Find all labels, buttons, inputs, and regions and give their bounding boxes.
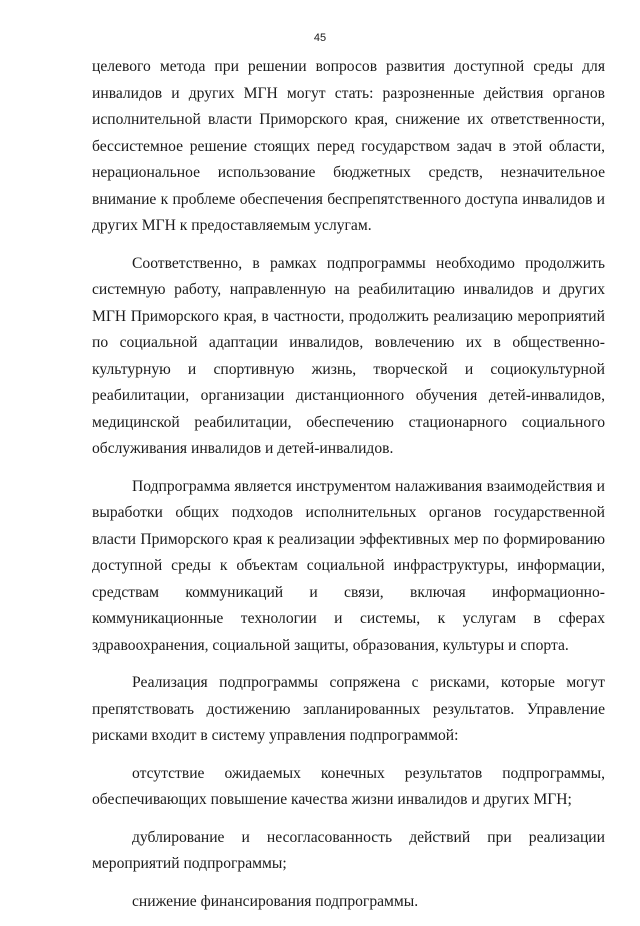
paragraph-continuation: целевого метода при решении вопросов развития доступной среды для инвалидов и других МГН могут стать: разрозненные действия органов исполнительной власти Приморского края, снижение их ответственности, бессистемное решение стоящих перед государством задач в этой области, нерациональное использование бюджетных средств, незначительное внимание к проблеме обеспечения беспрепятственного доступа инвалидов и других МГН к предоставляемым услугам. — [92, 58, 605, 234]
paragraph-instrument: Подпрограмма является инструментом налаживания взаимодействия и выработки общих подходов исполнительных органов государственной власти Приморского края к реализации эффективных мер по формированию доступной среды к объектам социальной инфраструктуры, информации, средствам коммуникаций и связи, включая информационно-коммуникационные технологии и системы, к услугам в сферах здравоохранения, социальной защиты, образования, культуры и спорта. — [92, 477, 605, 654]
page-number: 45 — [313, 32, 327, 44]
risk-item-funding: снижение финансирования подпрограммы. — [132, 892, 419, 910]
risk-item-duplication: дублирование и несогласованность действий при реализации мероприятий подпрограммы; — [92, 828, 605, 872]
risk-item-results: отсутствие ожидаемых конечных результатов подпрограммы, обеспечивающих повышение качества жизни инвалидов и других МГН; — [92, 764, 605, 808]
paragraph-risks: Реализация подпрограммы сопряжена с рисками, которые могут препятствовать достижению запланированных результатов. Управление рисками входит в систему управления подпрограммой: — [92, 674, 605, 744]
document-body — [92, 54, 605, 926]
paragraph-rehabilitation: Соответственно, в рамках подпрограммы необходимо продолжить системную работу, направленную на реабилитацию инвалидов и других МГН Приморского края, в частности, продолжить реализацию мероприятий по социальной адаптации инвалидов, вовлечению их в общественно-культурную и спортивную жизнь, творческой и социокультурной реабилитации, организации дистанционного обучения детей-инвалидов, медицинской реабилитации, обеспечению стационарного социального обслуживания инвалидов и детей-инвалидов. — [92, 254, 605, 457]
